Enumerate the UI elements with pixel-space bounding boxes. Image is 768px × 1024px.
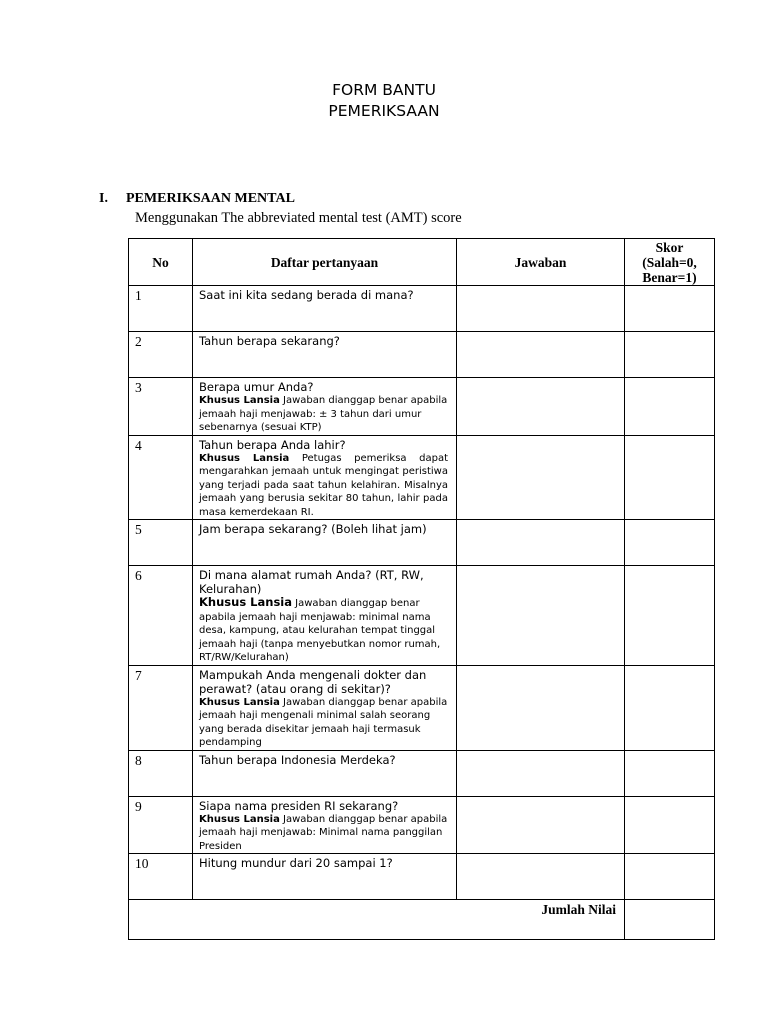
answer-cell[interactable] [457,566,625,666]
row-number: 4 [129,435,193,520]
question-cell [193,854,457,900]
table-row [129,854,715,900]
answer-cell[interactable] [457,854,625,900]
question-cell [193,286,457,332]
section-number: I. [99,191,108,206]
score-cell[interactable] [625,854,715,900]
header-score-line-1: Skor [655,239,684,255]
score-cell[interactable] [625,796,715,854]
question-note [199,696,448,750]
header-score-line-2: (Salah=0, [642,254,697,270]
row-number: 3 [129,378,193,436]
table-row [129,796,715,854]
answer-cell[interactable] [457,796,625,854]
score-cell[interactable] [625,286,715,332]
answer-cell[interactable] [457,750,625,796]
section-title: PEMERIKSAAN MENTAL [126,191,295,206]
total-score-cell[interactable] [625,900,715,940]
row-number: 8 [129,750,193,796]
question-text: Berapa umur Anda? [199,380,314,394]
question-text: Tahun berapa Indonesia Merdeka? [199,752,396,767]
answer-cell[interactable] [457,332,625,378]
note-text: Jawaban dianggap benar apabila jemaah haji menjawab: minimal nama desa, kampung, atau kelurahan tempat tinggal jemaah haji (tanpa menyebutkan nomor rumah, RT/RW/Kelurahan) [199,598,441,663]
table-row [129,332,715,378]
title-line-2: PEMERIKSAAN [328,102,440,120]
note-label: Khusus Lansia [199,595,292,609]
question-cell [193,435,457,520]
table-header-row [129,239,715,286]
header-no: No [129,239,193,286]
question-cell [193,520,457,566]
answer-cell[interactable] [457,665,625,750]
question-cell [193,796,457,854]
question-text: Mampukah Anda mengenali dokter dan perawat? (atau orang di sekitar)? [199,667,427,696]
title-line-1: FORM BANTU [332,81,436,99]
note-label: Khusus Lansia [199,395,280,406]
question-text: Siapa nama presiden RI sekarang? [199,798,399,813]
row-number: 5 [129,520,193,566]
note-label: Khusus Lansia [199,813,280,825]
answer-cell[interactable] [457,520,625,566]
row-number: 10 [129,854,193,900]
question-text: Saat ini kita sedang berada di mana? [199,288,414,302]
header-question: Daftar pertanyaan [193,239,457,286]
question-text: Jam berapa sekarang? (Boleh lihat jam) [199,522,427,536]
row-number: 2 [129,332,193,378]
question-cell [193,378,457,436]
answer-cell[interactable] [457,286,625,332]
score-cell[interactable] [625,332,715,378]
question-note [199,813,448,854]
table-row [129,566,715,666]
question-cell [193,665,457,750]
score-cell[interactable] [625,520,715,566]
answer-cell[interactable] [457,435,625,520]
table-row [129,435,715,520]
amt-table [128,238,715,940]
section-subtitle: Menggunakan The abbreviated mental test (AMT) score [135,210,462,226]
header-score [625,239,715,286]
note-label: Khusus Lansia [199,452,290,464]
note-text: Petugas pemeriksa dapat mengarahkan jemaah untuk mengingat peristiwa yang terjadi pada saat tahun kelahiran. Misalnya jemaah yang berusia sekitar 80 tahun, lahir pada masa kemerdekaan RI. [199,452,449,518]
table-row [129,286,715,332]
total-label: Jumlah Nilai [129,900,625,940]
row-number: 1 [129,286,193,332]
note-text: Jawaban dianggap benar apabila jemaah haji menjawab: Minimal nama panggilan Presiden [199,813,448,852]
question-note [199,452,448,520]
question-note [199,394,448,435]
table-row [129,665,715,750]
answer-cell[interactable] [457,378,625,436]
form-title [0,80,768,122]
question-text: Di mana alamat rumah Anda? (RT, RW, Kelurahan) [199,568,424,596]
note-text: Jawaban dianggap benar apabila jemaah haji mengenali minimal salah seorang yang berada disekitar jemaah haji termasuk pendamping [199,696,448,748]
question-cell [193,750,457,796]
question-cell [193,566,457,666]
row-number: 9 [129,796,193,854]
row-number: 6 [129,566,193,666]
question-text: Hitung mundur dari 20 sampai 1? [199,856,393,870]
table-row [129,520,715,566]
section-heading [99,191,295,207]
score-cell[interactable] [625,435,715,520]
score-cell[interactable] [625,566,715,666]
question-note [199,596,448,665]
header-score-line-3: Benar=1) [642,269,697,285]
table-row [129,750,715,796]
note-label: Khusus Lansia [199,696,280,708]
table-row [129,378,715,436]
row-number: 7 [129,665,193,750]
score-cell[interactable] [625,378,715,436]
header-answer: Jawaban [457,239,625,286]
total-row [129,900,715,940]
score-cell[interactable] [625,665,715,750]
note-text: Jawaban dianggap benar apabila jemaah haji menjawab: ± 3 tahun dari umur sebenarnya (sesuai KTP) [199,395,448,433]
score-cell[interactable] [625,750,715,796]
question-text: Tahun berapa sekarang? [199,334,340,348]
question-text: Tahun berapa Anda lahir? [199,437,346,452]
question-cell [193,332,457,378]
